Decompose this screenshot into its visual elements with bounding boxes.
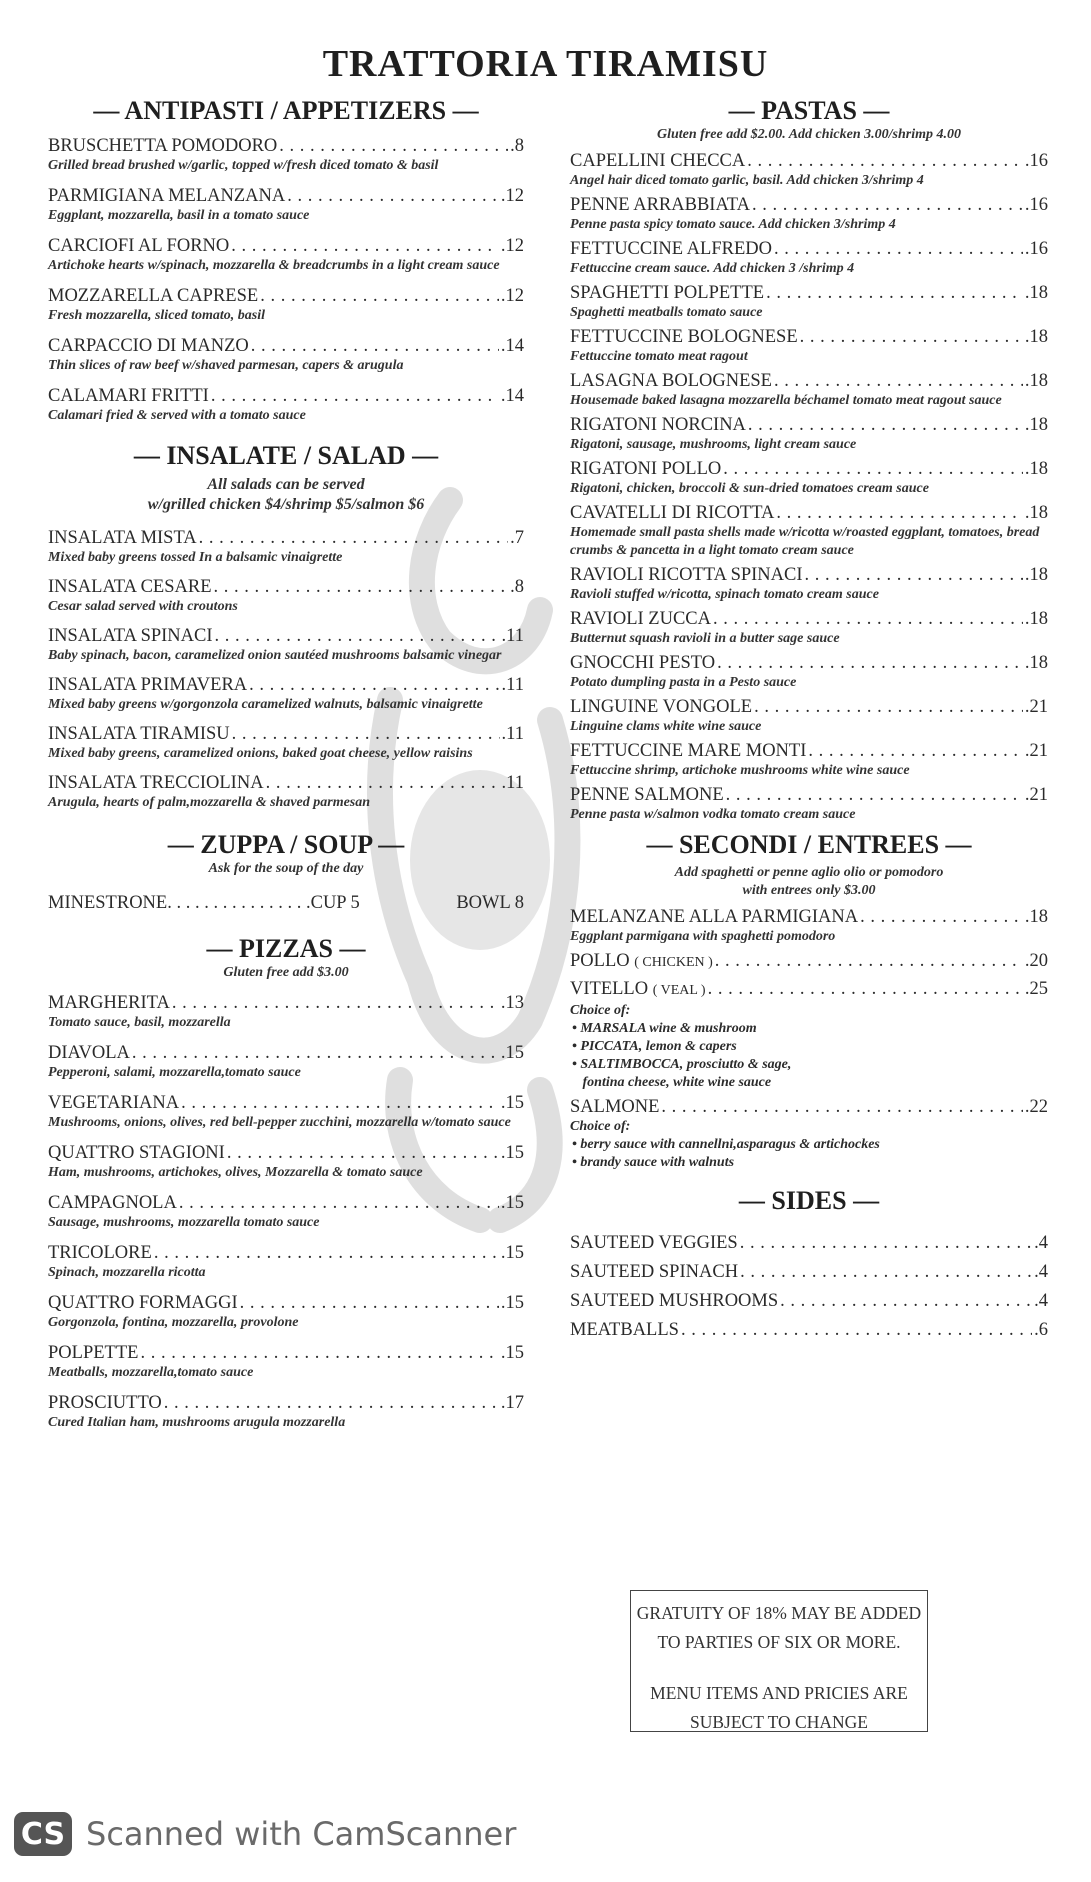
- item-price: .11: [501, 675, 524, 695]
- secondi-note-1: Add spaghetti or penne aglio olio or pomodoro: [674, 865, 944, 880]
- item-description: Pepperoni, salami, mozzarella,tomato sauce: [48, 1065, 301, 1080]
- item-description: Potato dumpling pasta in a Pesto sauce: [570, 675, 797, 690]
- choice-item: • PICCATA, lemon & capers: [572, 1039, 737, 1054]
- notice-line: MENU ITEMS AND PRICIES ARE: [650, 1683, 908, 1703]
- item-name: PROSCIUTTO: [48, 1393, 162, 1413]
- camscanner-logo-icon: CS: [14, 1812, 72, 1856]
- item-price: .16: [1024, 239, 1048, 259]
- antipasti-list: [48, 135, 524, 425]
- item-name: MARGHERITA: [48, 993, 170, 1013]
- menu-item: [570, 1232, 1048, 1254]
- item-price: .4: [1034, 1262, 1048, 1282]
- menu-item: [48, 185, 524, 225]
- item-description: Meatballs, mozzarella,tomato sauce: [48, 1365, 254, 1380]
- item-description: Gorgonzola, fontina, mozzarella, provolone: [48, 1315, 299, 1330]
- menu-item: [570, 652, 1048, 692]
- menu-item: [48, 135, 524, 175]
- item-price: .16: [1024, 151, 1048, 171]
- item-description: Ham, mushrooms, artichokes, olives, Mozzarella & tomato sauce: [48, 1165, 423, 1180]
- item-description: Housemade baked lasagna mozzarella béchamel tomato meat ragout sauce: [570, 393, 1002, 408]
- notice-line: SUBJECT TO CHANGE: [690, 1712, 868, 1732]
- item-name: POLPETTE: [48, 1343, 139, 1363]
- notice-line: TO PARTIES OF SIX OR MORE.: [657, 1632, 901, 1652]
- menu-item: [48, 1092, 524, 1132]
- item-description: Artichoke hearts w/spinach, mozzarella & breadcrumbs in a light cream sauce: [48, 258, 500, 273]
- sides-section: [570, 1186, 1048, 1341]
- item-name: SPAGHETTI POLPETTE: [570, 283, 765, 303]
- menu-item: [48, 235, 524, 275]
- item-name: SALMONE: [570, 1097, 660, 1117]
- pastas-heading: — PASTAS —: [728, 96, 890, 125]
- left-column: [48, 96, 524, 1432]
- menu-item: [48, 385, 524, 425]
- menu-item: [48, 576, 524, 616]
- menu-item: [48, 1292, 524, 1332]
- item-price: .21: [1024, 785, 1048, 805]
- item-name: QUATTRO STAGIONI: [48, 1143, 225, 1163]
- item-description: Baby spinach, bacon, caramelized onion sautéed mushrooms balsamic vinegar: [48, 648, 502, 663]
- minestrone-bowl-price: BOWL 8: [456, 893, 524, 913]
- antipasti-heading: — ANTIPASTI / APPETIZERS —: [93, 96, 479, 125]
- choice-item: • berry sauce with cannellni,asparagus & artichockes: [572, 1137, 880, 1152]
- item-name: CAMPAGNOLA: [48, 1193, 177, 1213]
- item-name: CAPELLINI CHECCA: [570, 151, 746, 171]
- insalate-note-1: All salads can be served: [207, 476, 365, 493]
- item-description: Spaghetti meatballs tomato sauce: [570, 305, 763, 320]
- secondi-section: [570, 830, 1048, 1172]
- pizzas-heading: — PIZZAS —: [206, 934, 366, 963]
- menu-item: [570, 1261, 1048, 1283]
- item-name: MEATBALLS: [570, 1320, 679, 1340]
- item-name: FETTUCCINE ALFREDO: [570, 239, 772, 259]
- item-price: .11: [501, 773, 524, 793]
- item-name: INSALATA PRIMAVERA: [48, 675, 248, 695]
- item-name: VEGETARIANA: [48, 1093, 180, 1113]
- item-description: Grilled bread brushed w/garlic, topped w/fresh diced tomato & basil: [48, 158, 439, 173]
- item-description: Tomato sauce, basil, mozzarella: [48, 1015, 231, 1030]
- item-name: VITELLO: [570, 979, 649, 999]
- item-description: Cured Italian ham, mushrooms arugula mozzarella: [48, 1415, 346, 1430]
- item-name: LINGUINE VONGOLE: [570, 697, 753, 717]
- insalate-note-2: w/grilled chicken $4/shrimp $5/salmon $6: [147, 496, 425, 513]
- item-name: PENNE ARRABBIATA: [570, 195, 750, 215]
- item-description: Penne pasta spicy tomato sauce. Add chicken 3/shrimp 4: [570, 217, 896, 232]
- insalate-list: [48, 527, 524, 812]
- menu-item: [48, 1242, 524, 1282]
- item-name: INSALATA SPINACI: [48, 626, 213, 646]
- pastas-note: Gluten free add $2.00. Add chicken 3.00/shrimp 4.00: [657, 127, 961, 142]
- item-name-translation: ( CHICKEN ): [634, 955, 713, 970]
- menu-item: [48, 772, 524, 812]
- item-price: .18: [1024, 565, 1048, 585]
- item-name: RAVIOLI RICOTTA SPINACI: [570, 565, 803, 585]
- menu-item: [570, 978, 1048, 1002]
- item-price: .15: [500, 1293, 524, 1313]
- choice-list: [570, 1020, 1048, 1092]
- item-description: Fettuccine shrimp, artichoke mushrooms white wine sauce: [570, 763, 910, 778]
- item-name: INSALATA TRECCIOLINA: [48, 773, 264, 793]
- item-description: Calamari fried & served with a tomato sauce: [48, 408, 306, 423]
- item-price: .16: [1024, 195, 1048, 215]
- item-price: .25: [1024, 979, 1048, 999]
- camscanner-footer: [14, 1812, 516, 1856]
- menu-item: [48, 335, 524, 375]
- menu-item: [48, 285, 524, 325]
- item-price: .22: [1024, 1097, 1048, 1117]
- item-description: Cesar salad served with croutons: [48, 599, 238, 614]
- item-price: .7: [510, 528, 524, 548]
- pastas-section: [570, 96, 1048, 824]
- sides-heading: — SIDES —: [738, 1186, 880, 1215]
- item-description: Ravioli stuffed w/ricotta, spinach tomato cream sauce: [570, 587, 879, 602]
- item-name: CALAMARI FRITTI: [48, 386, 209, 406]
- menu-item: [570, 238, 1048, 278]
- insalate-section: [48, 441, 524, 812]
- item-name: INSALATA MISTA: [48, 528, 197, 548]
- item-name: INSALATA TIRAMISU: [48, 724, 230, 744]
- item-name: RIGATONI POLLO: [570, 459, 722, 479]
- secondi-note-2: with entrees only $3.00: [742, 883, 876, 898]
- menu-item: [570, 1096, 1048, 1118]
- item-description: Rigatoni, chicken, broccoli & sun-dried tomatoes cream sauce: [570, 481, 929, 496]
- item-price: .14: [500, 386, 524, 406]
- menu-item: [570, 282, 1048, 322]
- right-column: [570, 96, 1048, 1341]
- item-price: .18: [1024, 371, 1048, 391]
- item-name: RAVIOLI ZUCCA: [570, 609, 711, 629]
- menu-item: [570, 370, 1048, 410]
- minestrone-cup-price: CUP 5: [310, 893, 360, 913]
- item-price: .12: [500, 286, 524, 306]
- item-name: FETTUCCINE BOLOGNESE: [570, 327, 798, 347]
- menu-item: [570, 502, 1048, 560]
- item-price: .18: [1024, 503, 1048, 523]
- menu-item: [48, 625, 524, 665]
- item-price: .4: [1034, 1291, 1048, 1311]
- item-price: .12: [500, 186, 524, 206]
- item-price: .12: [500, 236, 524, 256]
- menu-item: [48, 723, 524, 763]
- menu-item: [48, 1392, 524, 1432]
- item-price: .18: [1024, 459, 1048, 479]
- secondi-heading: — SECONDI / ENTREES —: [646, 830, 972, 859]
- choice-item: • MARSALA wine & mushroom: [572, 1021, 757, 1036]
- item-name: LASAGNA BOLOGNESE: [570, 371, 772, 391]
- item-description: Mixed baby greens tossed In a balsamic vinaigrette: [48, 550, 343, 565]
- item-price: .15: [500, 1093, 524, 1113]
- menu-item: [570, 150, 1048, 190]
- menu-item: [570, 950, 1048, 974]
- item-price: .14: [500, 336, 524, 356]
- item-description: Rigatoni, sausage, mushrooms, light cream sauce: [570, 437, 857, 452]
- zuppa-heading: — ZUPPA / SOUP —: [167, 830, 405, 859]
- item-price: .15: [500, 1143, 524, 1163]
- item-name: POLLO: [570, 951, 630, 971]
- item-name: RIGATONI NORCINA: [570, 415, 746, 435]
- gratuity-notice-box: [630, 1590, 928, 1732]
- item-price: .4: [1034, 1233, 1048, 1253]
- item-price: .15: [500, 1343, 524, 1363]
- item-name: SAUTEED MUSHROOMS: [570, 1291, 779, 1311]
- item-description: Mushrooms, onions, olives, red bell-pepper zucchini, mozzarella w/tomato sauce: [48, 1115, 511, 1130]
- item-description: Fresh mozzarella, sliced tomato, basil: [48, 308, 266, 323]
- item-price: .18: [1024, 415, 1048, 435]
- menu-item: [570, 1319, 1048, 1341]
- item-price: .21: [1024, 741, 1048, 761]
- pizzas-section: [48, 934, 524, 1432]
- zuppa-note: Ask for the soup of the day: [208, 861, 364, 876]
- pizzas-list: [48, 992, 524, 1432]
- menu-item: [570, 608, 1048, 648]
- sides-list: [570, 1232, 1048, 1341]
- item-price: .15: [500, 1193, 524, 1213]
- item-description: Butternut squash ravioli in a butter sage sauce: [570, 631, 840, 646]
- item-name: BRUSCHETTA POMODORO: [48, 136, 278, 156]
- item-name: CARCIOFI AL FORNO: [48, 236, 230, 256]
- menu-item: [48, 992, 524, 1032]
- item-description: Eggplant, mozzarella, basil in a tomato sauce: [48, 208, 310, 223]
- item-description: Fettuccine tomato meat ragout: [570, 349, 748, 364]
- menu-item: [570, 906, 1048, 946]
- item-description: Homemade small pasta shells made w/ricotta w/roasted eggplant, tomatoes, bread crumbs & pancetta in a light tomato cream sauce: [570, 525, 1040, 558]
- item-price: .8: [510, 136, 524, 156]
- insalate-heading: — INSALATE / SALAD —: [133, 441, 439, 470]
- item-name: CARPACCIO DI MANZO: [48, 336, 249, 356]
- pizzas-note: Gluten free add $3.00: [223, 965, 349, 980]
- item-price: .20: [1024, 951, 1048, 971]
- item-description: Angel hair diced tomato garlic, basil. Add chicken 3/shrimp 4: [570, 173, 924, 188]
- item-description: Fettuccine cream sauce. Add chicken 3 /shrimp 4: [570, 261, 855, 276]
- menu-item: [570, 458, 1048, 498]
- item-name: PENNE SALMONE: [570, 785, 724, 805]
- minestrone-row: [48, 892, 524, 914]
- menu-item: [570, 1290, 1048, 1312]
- item-name: FETTUCCINE MARE MONTI: [570, 741, 807, 761]
- item-name: SAUTEED SPINACH: [570, 1262, 739, 1282]
- item-description: Thin slices of raw beef w/shaved parmesan, capers & arugula: [48, 358, 404, 373]
- menu-item: [570, 740, 1048, 780]
- menu-item: [48, 1142, 524, 1182]
- item-name: CAVATELLI DI RICOTTA: [570, 503, 775, 523]
- minestrone-name: MINESTRONE: [48, 893, 168, 913]
- item-description: Sausage, mushrooms, mozzarella tomato sauce: [48, 1215, 320, 1230]
- zuppa-section: [48, 830, 524, 914]
- antipasti-section: [48, 96, 524, 425]
- item-description: Penne pasta w/salmon vodka tomato cream sauce: [570, 807, 856, 822]
- item-price: .15: [500, 1043, 524, 1063]
- item-name: TRICOLORE: [48, 1243, 152, 1263]
- item-price: .15: [500, 1243, 524, 1263]
- item-description: Linguine clams white wine sauce: [570, 719, 762, 734]
- item-description: Mixed baby greens, caramelized onions, baked goat cheese, yellow raisins: [48, 746, 473, 761]
- item-price: .18: [1024, 907, 1048, 927]
- item-name: DIAVOLA: [48, 1043, 130, 1063]
- notice-line: GRATUITY OF 18% MAY BE ADDED: [636, 1603, 922, 1623]
- item-name: MELANZANE ALLA PARMIGIANA: [570, 907, 859, 927]
- item-price: .6: [1034, 1320, 1048, 1340]
- item-price: .17: [500, 1393, 524, 1413]
- menu-item: [570, 696, 1048, 736]
- item-description: Mixed baby greens w/gorgonzola caramelized walnuts, balsamic vinaigrette: [48, 697, 483, 712]
- menu-item: [48, 1042, 524, 1082]
- camscanner-text: Scanned with CamScanner: [86, 1815, 517, 1853]
- choice-label: Choice of:: [570, 1119, 631, 1134]
- menu-item: [48, 527, 524, 567]
- menu-item: [570, 784, 1048, 824]
- item-name: PARMIGIANA MELANZANA: [48, 186, 286, 206]
- item-name: INSALATA CESARE: [48, 577, 212, 597]
- menu-item: [48, 674, 524, 714]
- item-name-translation: ( VEAL ): [652, 983, 706, 998]
- item-price: .8: [510, 577, 524, 597]
- item-price: .18: [1024, 609, 1048, 629]
- item-name: GNOCCHI PESTO: [570, 653, 716, 673]
- item-price: .21: [1024, 697, 1048, 717]
- item-price: .18: [1024, 653, 1048, 673]
- restaurant-title: TRATTORIA TIRAMISU: [322, 43, 769, 85]
- choice-item: • brandy sauce with walnuts: [572, 1155, 735, 1170]
- item-price: .13: [500, 993, 524, 1013]
- item-price: .18: [1024, 283, 1048, 303]
- pastas-list: [570, 150, 1048, 824]
- item-description: Arugula, hearts of palm,mozzarella & shaved parmesan: [48, 795, 371, 810]
- item-name: MOZZARELLA CAPRESE: [48, 286, 259, 306]
- item-name: QUATTRO FORMAGGI: [48, 1293, 238, 1313]
- menu-item: [570, 326, 1048, 366]
- menu-item: [570, 414, 1048, 454]
- menu-item: [570, 194, 1048, 234]
- item-price: .11: [501, 724, 524, 744]
- item-price: .18: [1024, 327, 1048, 347]
- item-description: Spinach, mozzarella ricotta: [48, 1265, 206, 1280]
- menu-item: [48, 1342, 524, 1382]
- item-name: SAUTEED VEGGIES: [570, 1233, 738, 1253]
- item-description: Eggplant parmigana with spaghetti pomodoro: [570, 929, 836, 944]
- choice-item: • SALTIMBOCCA, prosciutto & sage,: [572, 1057, 792, 1072]
- choice-label: Choice of:: [570, 1003, 631, 1018]
- minestrone-dots: . . . . . . . . . . . . . . . .: [167, 893, 311, 913]
- item-price: .11: [501, 626, 524, 646]
- choice-item: fontina cheese, white wine sauce: [572, 1075, 772, 1090]
- menu-item: [48, 1192, 524, 1232]
- menu-item: [570, 564, 1048, 604]
